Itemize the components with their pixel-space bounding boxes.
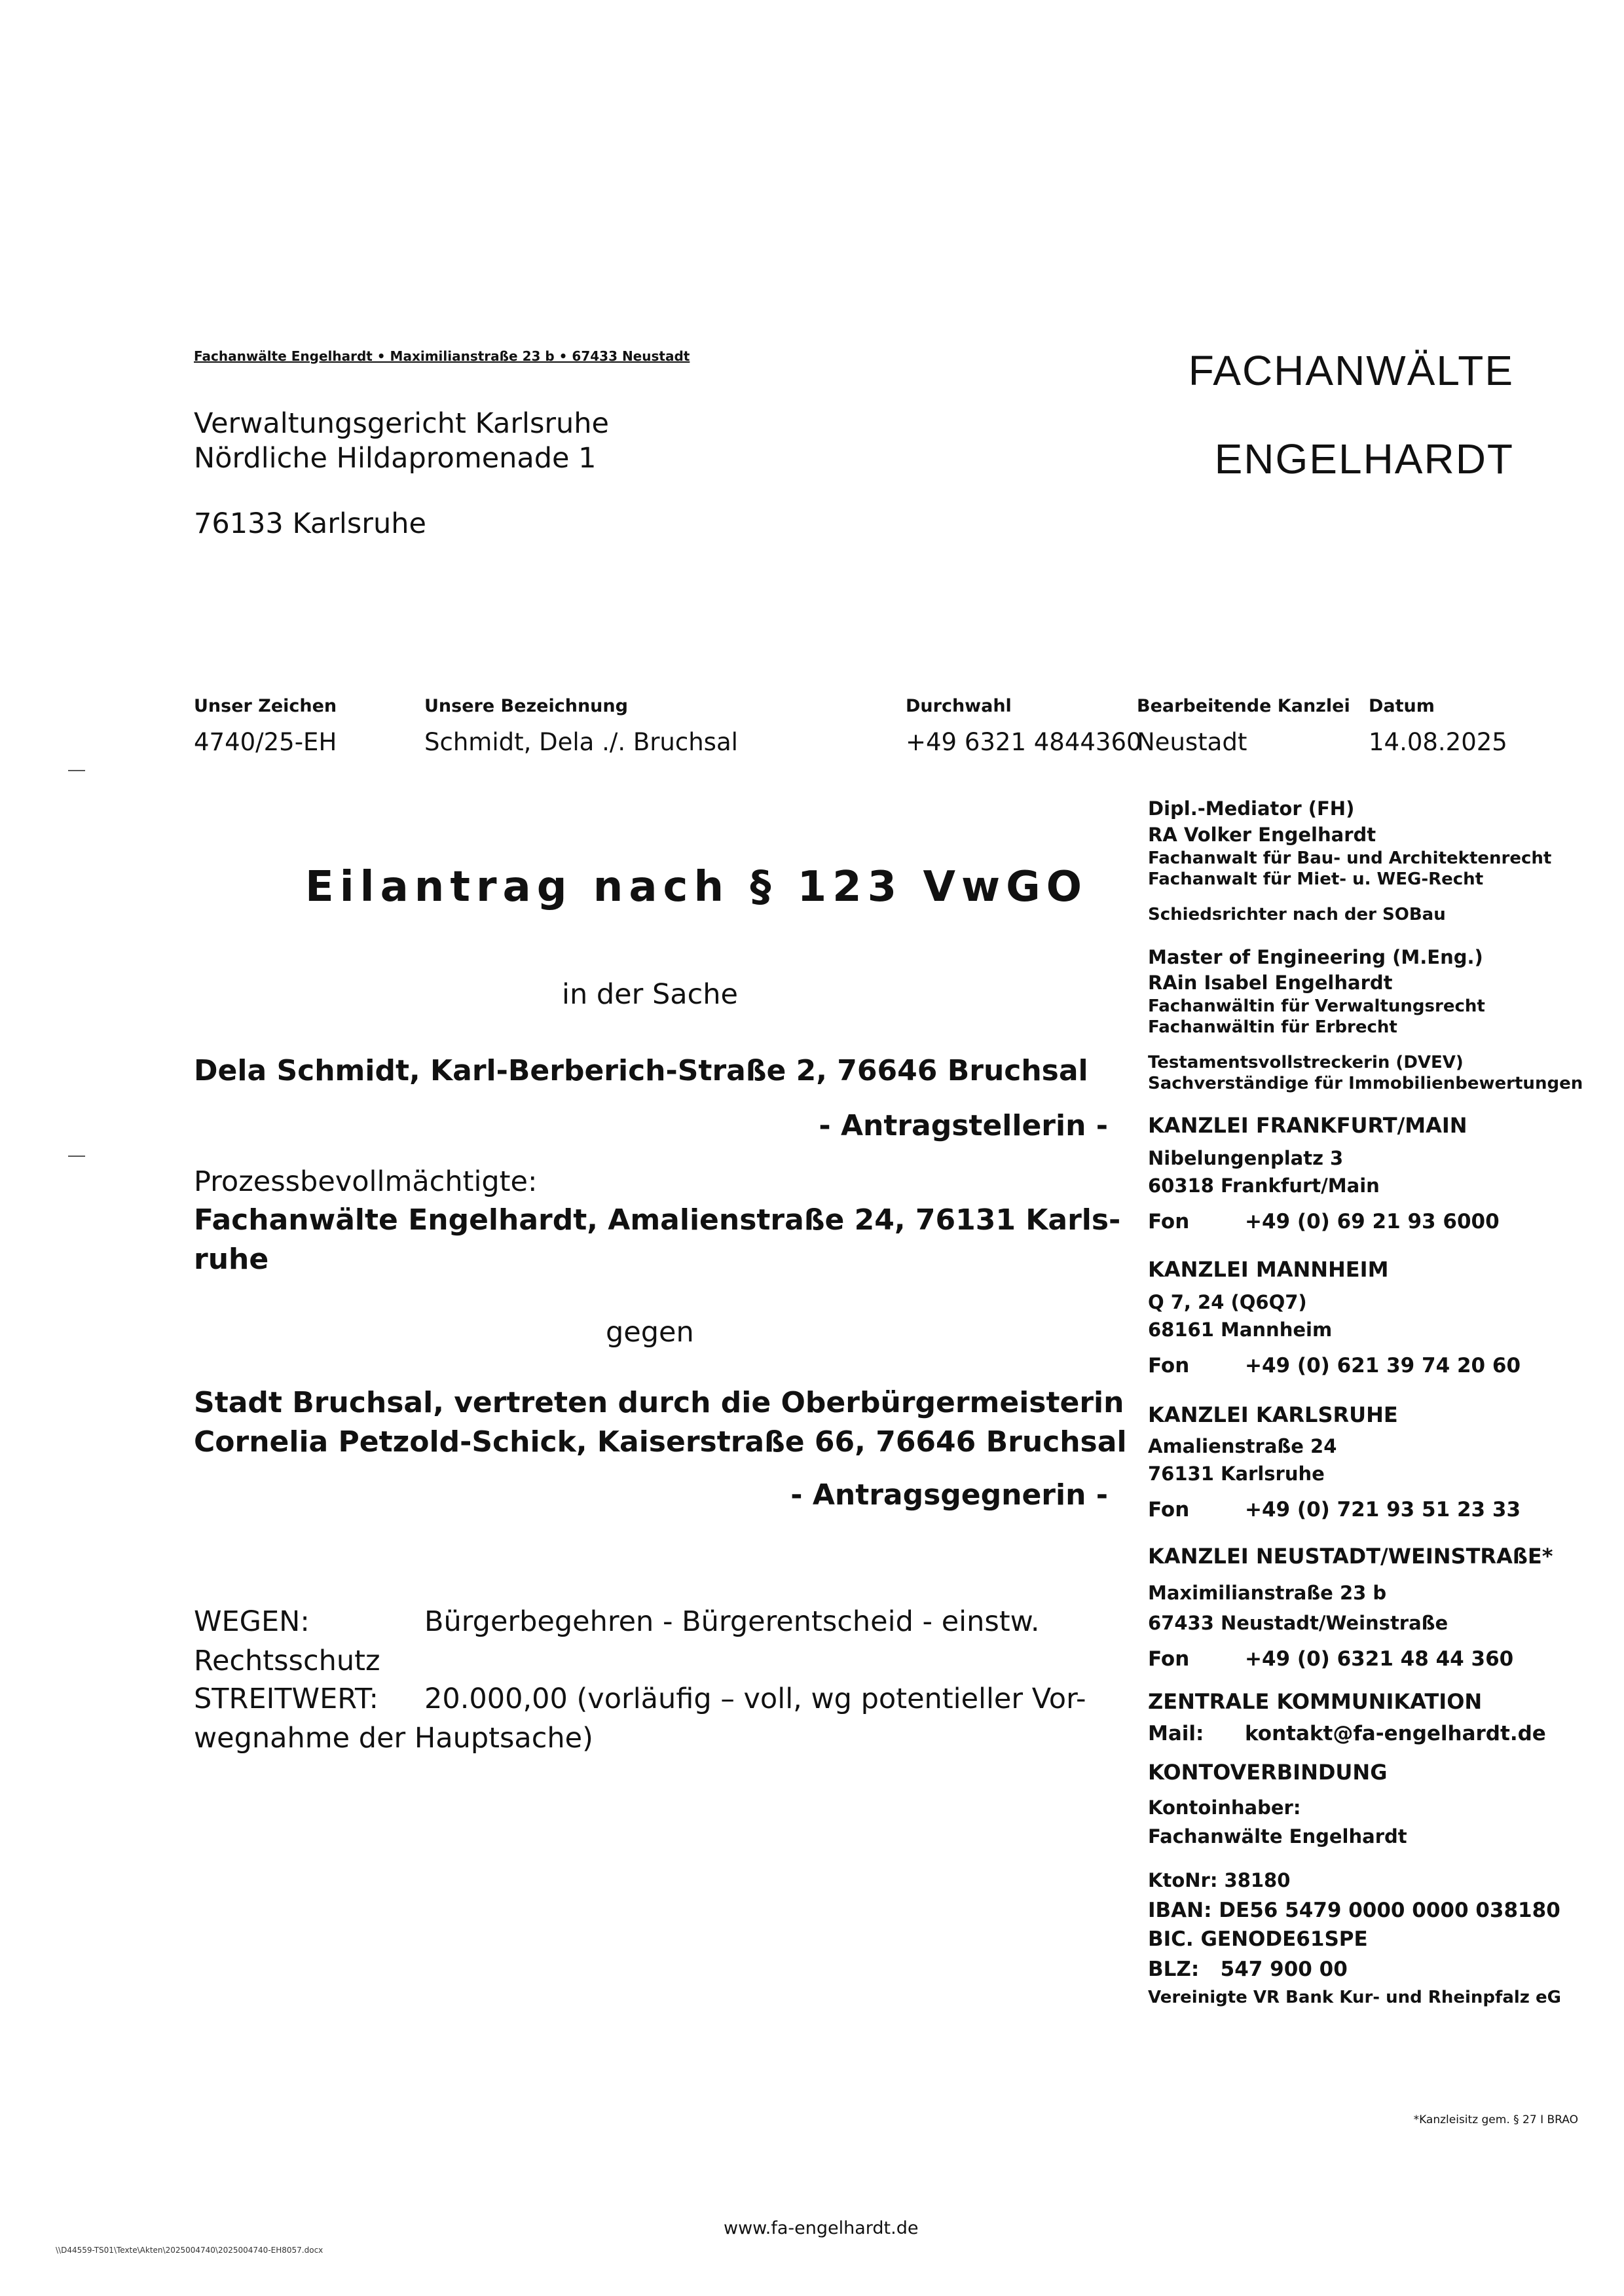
footer-note: *Kanzleisitz gem. § 27 I BRAO — [1413, 2113, 1578, 2126]
recipient-street: Nördliche Hildapromenade 1 — [194, 442, 597, 475]
karlsruhe-street: Amalienstraße 24 — [1148, 1435, 1337, 1457]
frankfurt-city: 60318 Frankfurt/Main — [1148, 1175, 1380, 1197]
recipient-city: 76133 Karlsruhe — [194, 507, 426, 540]
karlsruhe-fon — [1148, 1498, 1521, 1522]
wegen-label: WEGEN: — [194, 1605, 310, 1638]
document-title: Eilantrag nach § 123 VwGO — [305, 863, 1088, 911]
lawyer2-spec2: Fachanwältin für Erbrecht — [1148, 1017, 1397, 1037]
fon-label: Fon — [1148, 1647, 1190, 1671]
konto-blz: BLZ: 547 900 00 — [1148, 1958, 1348, 1981]
streitwert-value: 20.000,00 (vorläufig – voll, wg potentieller Vor- — [424, 1683, 1086, 1715]
antragsteller-rolle: - Antragstellerin - — [819, 1109, 1108, 1142]
firm-logo-line2 — [1215, 419, 1514, 488]
streitwert-cont: wegnahme der Hauptsache) — [194, 1722, 593, 1755]
streitwert-label: STREITWERT: — [194, 1683, 379, 1715]
mail-line — [1148, 1722, 1546, 1745]
sender-line: Fachanwälte Engelhardt • Maximilianstraße 23 b • 67433 Neustadt — [194, 348, 690, 364]
konto-inhaber: Fachanwälte Engelhardt — [1148, 1825, 1407, 1848]
konto-bank: Vereinigte VR Bank Kur- und Rheinpfalz eG — [1148, 1988, 1561, 2007]
konto-bic: BIC. GENODE61SPE — [1148, 1927, 1368, 1951]
neustadt-fon-number: +49 (0) 6321 48 44 360 — [1245, 1647, 1514, 1671]
frankfurt-heading: KANZLEI FRANKFURT/MAIN — [1148, 1113, 1467, 1138]
konto-iban: IBAN: DE56 5479 0000 0000 038180 — [1148, 1899, 1560, 1922]
label-unser-zeichen: Unser Zeichen — [194, 696, 337, 716]
mannheim-street: Q 7, 24 (Q6Q7) — [1148, 1291, 1307, 1313]
mail-address[interactable]: kontakt@fa-engelhardt.de — [1245, 1722, 1546, 1745]
gegner-rolle: - Antragsgegnerin - — [790, 1478, 1108, 1512]
prozess-label: Prozessbevollmächtigte: — [194, 1165, 538, 1198]
lawyer2-spec3: Testamentsvollstreckerin (DVEV) — [1148, 1053, 1464, 1072]
frankfurt-street: Nibelungenplatz 3 — [1148, 1147, 1344, 1169]
prozess-line1: Fachanwälte Engelhardt, Amalienstraße 24, 76131 Karls- — [194, 1203, 1121, 1237]
mannheim-city: 68161 Mannheim — [1148, 1319, 1333, 1341]
footer-path: \\D44559-TS01\Texte\Akten\2025004740\2025004740-EH8057.docx — [56, 2246, 323, 2255]
label-datum: Datum — [1369, 696, 1435, 716]
kommunikation-heading: ZENTRALE KOMMUNIKATION — [1148, 1689, 1483, 1714]
label-kanzlei: Bearbeitende Kanzlei — [1137, 696, 1350, 716]
lawyer1-spec1: Fachanwalt für Bau- und Architektenrecht — [1148, 848, 1552, 868]
mannheim-heading: KANZLEI MANNHEIM — [1148, 1257, 1389, 1282]
recipient-court: Verwaltungsgericht Karlsruhe — [194, 407, 609, 440]
gegner-line1: Stadt Bruchsal, vertreten durch die Oberbürgermeisterin — [194, 1386, 1124, 1419]
neustadt-fon — [1148, 1647, 1513, 1671]
konto-heading: KONTOVERBINDUNG — [1148, 1760, 1388, 1785]
gegner-line2: Cornelia Petzold-Schick, Kaiserstraße 66, 76646 Bruchsal — [194, 1425, 1127, 1459]
footer-url[interactable]: www.fa-engelhardt.de — [724, 2218, 919, 2238]
value-unsere-bezeichnung: Schmidt, Dela ./. Bruchsal — [424, 728, 738, 756]
logo-text-2: engelhardt — [1214, 420, 1514, 486]
in-der-sache: in der Sache — [562, 978, 738, 1011]
fold-mark-middle — [68, 1156, 85, 1157]
neustadt-city: 67433 Neustadt/Weinstraße — [1148, 1612, 1449, 1634]
lawyer2-name: RAin Isabel Engelhardt — [1148, 972, 1393, 994]
lawyer1-name: RA Volker Engelhardt — [1148, 824, 1376, 846]
lawyer1-title: Dipl.-Mediator (FH) — [1148, 797, 1355, 820]
lawyer1-spec2: Fachanwalt für Miet- u. WEG-Recht — [1148, 869, 1484, 889]
lawyer2-title: Master of Engineering (M.Eng.) — [1148, 946, 1483, 968]
value-unser-zeichen: 4740/25-EH — [194, 728, 337, 756]
konto-ktonr: KtoNr: 38180 — [1148, 1869, 1291, 1891]
lawyer1-spec3: Schiedsrichter nach der SOBau — [1148, 905, 1446, 924]
gegen: gegen — [606, 1316, 694, 1349]
fold-mark-top — [68, 770, 85, 771]
karlsruhe-heading: KANZLEI KARLSRUHE — [1148, 1402, 1398, 1427]
neustadt-street: Maximilianstraße 23 b — [1148, 1582, 1387, 1604]
mannheim-fon — [1148, 1354, 1521, 1377]
wegen-value: Bürgerbegehren - Bürgerentscheid - einstw. — [424, 1605, 1040, 1638]
firm-logo-line1 — [1189, 331, 1514, 399]
lawyer2-spec4: Sachverständige für Immobilienbewertungen — [1148, 1074, 1583, 1093]
fon-label: Fon — [1148, 1210, 1190, 1233]
antragsteller: Dela Schmidt, Karl-Berberich-Straße 2, 76646 Bruchsal — [194, 1054, 1088, 1087]
label-unsere-bezeichnung: Unsere Bezeichnung — [424, 696, 628, 716]
fon-label: Fon — [1148, 1498, 1190, 1522]
neustadt-heading: KANZLEI NEUSTADT/WEINSTRAßE* — [1148, 1544, 1553, 1569]
mannheim-fon-number: +49 (0) 621 39 74 20 60 — [1245, 1354, 1521, 1377]
label-durchwahl: Durchwahl — [906, 696, 1012, 716]
value-kanzlei: Neustadt — [1137, 728, 1247, 756]
karlsruhe-city: 76131 Karlsruhe — [1148, 1463, 1325, 1485]
mail-label: Mail: — [1148, 1722, 1204, 1745]
value-datum: 14.08.2025 — [1369, 728, 1507, 756]
wegen-cont: Rechtsschutz — [194, 1645, 380, 1677]
konto-inhaber-label: Kontoinhaber: — [1148, 1796, 1301, 1819]
value-durchwahl: +49 6321 4844360 — [906, 728, 1142, 756]
lawyer2-spec1: Fachanwältin für Verwaltungsrecht — [1148, 996, 1485, 1016]
prozess-line2: ruhe — [194, 1243, 269, 1276]
fon-label: Fon — [1148, 1354, 1190, 1377]
karlsruhe-fon-number: +49 (0) 721 93 51 23 33 — [1245, 1498, 1521, 1522]
frankfurt-fon — [1148, 1210, 1500, 1233]
frankfurt-fon-number: +49 (0) 69 21 93 6000 — [1245, 1210, 1500, 1233]
logo-text-1: fachanwälte — [1188, 331, 1514, 398]
